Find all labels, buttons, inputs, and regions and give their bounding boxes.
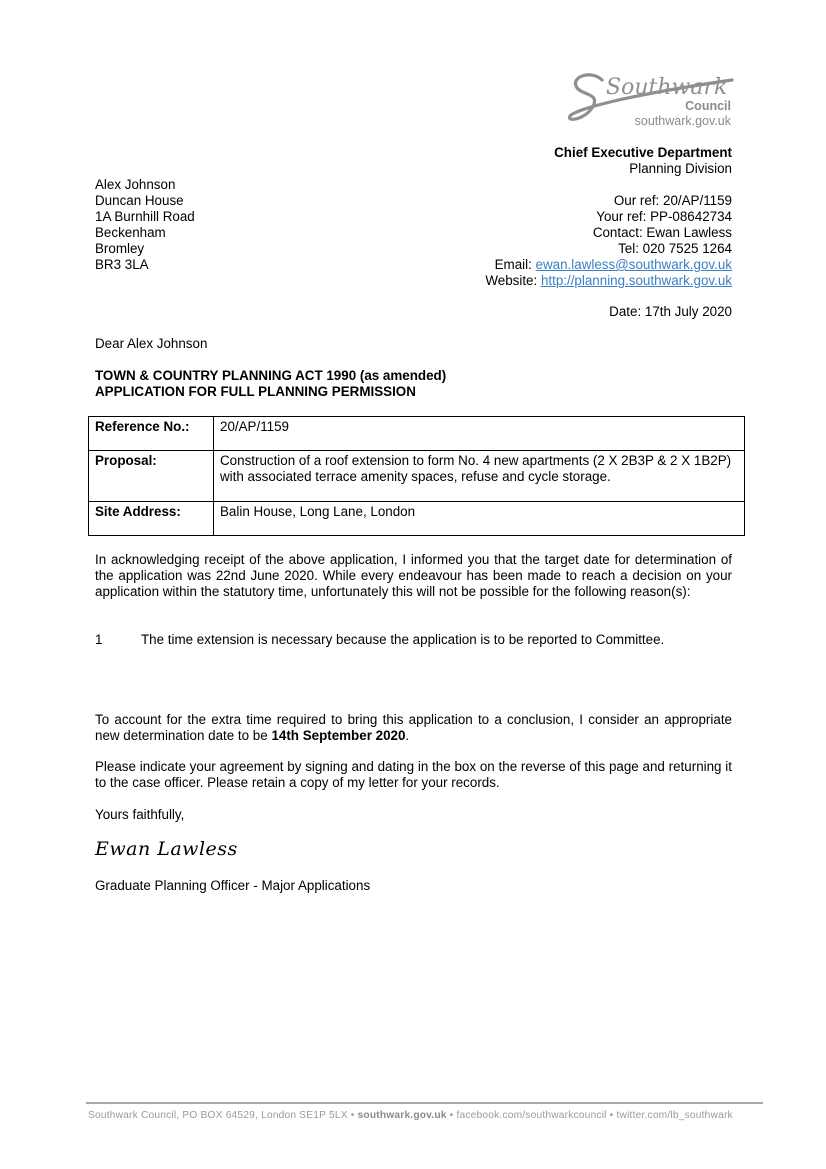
table-row — [89, 417, 745, 451]
department-block — [554, 145, 732, 177]
footer-website: southwark.gov.uk — [357, 1110, 447, 1121]
southwark-council-logo — [562, 52, 737, 132]
svg-text:Southwark: Southwark — [606, 75, 728, 100]
division-name: Planning Division — [629, 161, 732, 176]
body-paragraph-1: In acknowledging receipt of the above application, I informed you that the target date for determination of the application was 22nd June 2020. While every endeavour has been made to reach a decision on your application within the statutory time, unfortunately this will not be possible for the following reason(s): — [95, 552, 732, 599]
reason-text: The time extension is necessary because the application is to be reported to Committee. — [141, 632, 665, 647]
application-details-table — [88, 416, 745, 536]
reason-number: 1 — [95, 632, 103, 647]
row-value: 20/AP/1159 — [214, 417, 745, 451]
website-line — [485, 273, 732, 289]
letter-date: Date: 17th July 2020 — [609, 304, 732, 319]
para2-text: To account for the extra time required to bring this application to a conclusion, I consider an appropriate new determination date to be — [95, 712, 732, 743]
footer — [88, 1110, 733, 1121]
footer-divider — [86, 1102, 763, 1104]
your-ref: Your ref: PP-08642734 — [596, 209, 732, 224]
address-line-2: 1A Burnhill Road — [95, 209, 195, 224]
salutation: Dear Alex Johnson — [95, 336, 208, 351]
website-link[interactable]: http://planning.southwark.gov.uk — [540, 273, 732, 288]
heading-line-2: APPLICATION FOR FULL PLANNING PERMISSION — [95, 384, 416, 399]
logo-council-label: Council — [685, 99, 731, 113]
address-postcode: BR3 3LA — [95, 257, 149, 272]
footer-twitter: twitter.com/lb_southwark — [616, 1110, 733, 1121]
footer-separator: • — [606, 1110, 617, 1121]
address-line-1: Duncan House — [95, 193, 184, 208]
heading-line-1: TOWN & COUNTRY PLANNING ACT 1990 (as amended) — [95, 368, 447, 383]
signatory-title: Graduate Planning Officer - Major Applications — [95, 878, 371, 893]
address-line-4: Bromley — [95, 241, 145, 256]
row-value: Balin House, Long Lane, London — [214, 502, 745, 536]
closing: Yours faithfully, — [95, 807, 185, 822]
email-label: Email: — [494, 257, 536, 272]
footer-separator: • — [347, 1110, 358, 1121]
body-paragraph-3: Please indicate your agreement by signing and dating in the box on the reverse of this page and returning it to the case officer. Please retain a copy of my letter for your records. — [95, 759, 732, 790]
footer-facebook: facebook.com/southwarkcouncil — [456, 1110, 607, 1121]
telephone: Tel: 020 7525 1264 — [618, 241, 732, 256]
reference-block — [485, 193, 732, 289]
footer-separator: • — [446, 1110, 457, 1121]
para2-end: . — [405, 728, 410, 743]
recipient-address — [95, 177, 195, 273]
row-value: Construction of a roof extension to form No. 4 new apartments (2 X 2B3P & 2 X 1B2P) with associated terrace amenity spaces, refuse and cycle storage. — [214, 451, 745, 502]
row-label: Site Address: — [89, 502, 214, 536]
signature: Ewan Lawless — [95, 838, 238, 860]
table-row — [89, 502, 745, 536]
body-paragraph-2 — [95, 712, 732, 744]
address-line-3: Beckenham — [95, 225, 166, 240]
email-link[interactable]: ewan.lawless@southwark.gov.uk — [535, 257, 732, 272]
website-label: Website: — [485, 273, 541, 288]
email-line — [485, 257, 732, 273]
footer-address: Southwark Council, PO BOX 64529, London SE1P 5LX — [88, 1110, 348, 1121]
table-row — [89, 451, 745, 502]
logo-url: southwark.gov.uk — [634, 114, 731, 128]
row-label: Reference No.: — [89, 417, 214, 451]
recipient-name: Alex Johnson — [95, 177, 176, 192]
contact: Contact: Ewan Lawless — [592, 225, 732, 240]
our-ref: Our ref: 20/AP/1159 — [613, 193, 732, 208]
new-determination-date: 14th September 2020 — [271, 728, 406, 743]
letter-heading — [95, 368, 446, 400]
department-name: Chief Executive Department — [554, 145, 732, 160]
row-label: Proposal: — [89, 451, 214, 502]
